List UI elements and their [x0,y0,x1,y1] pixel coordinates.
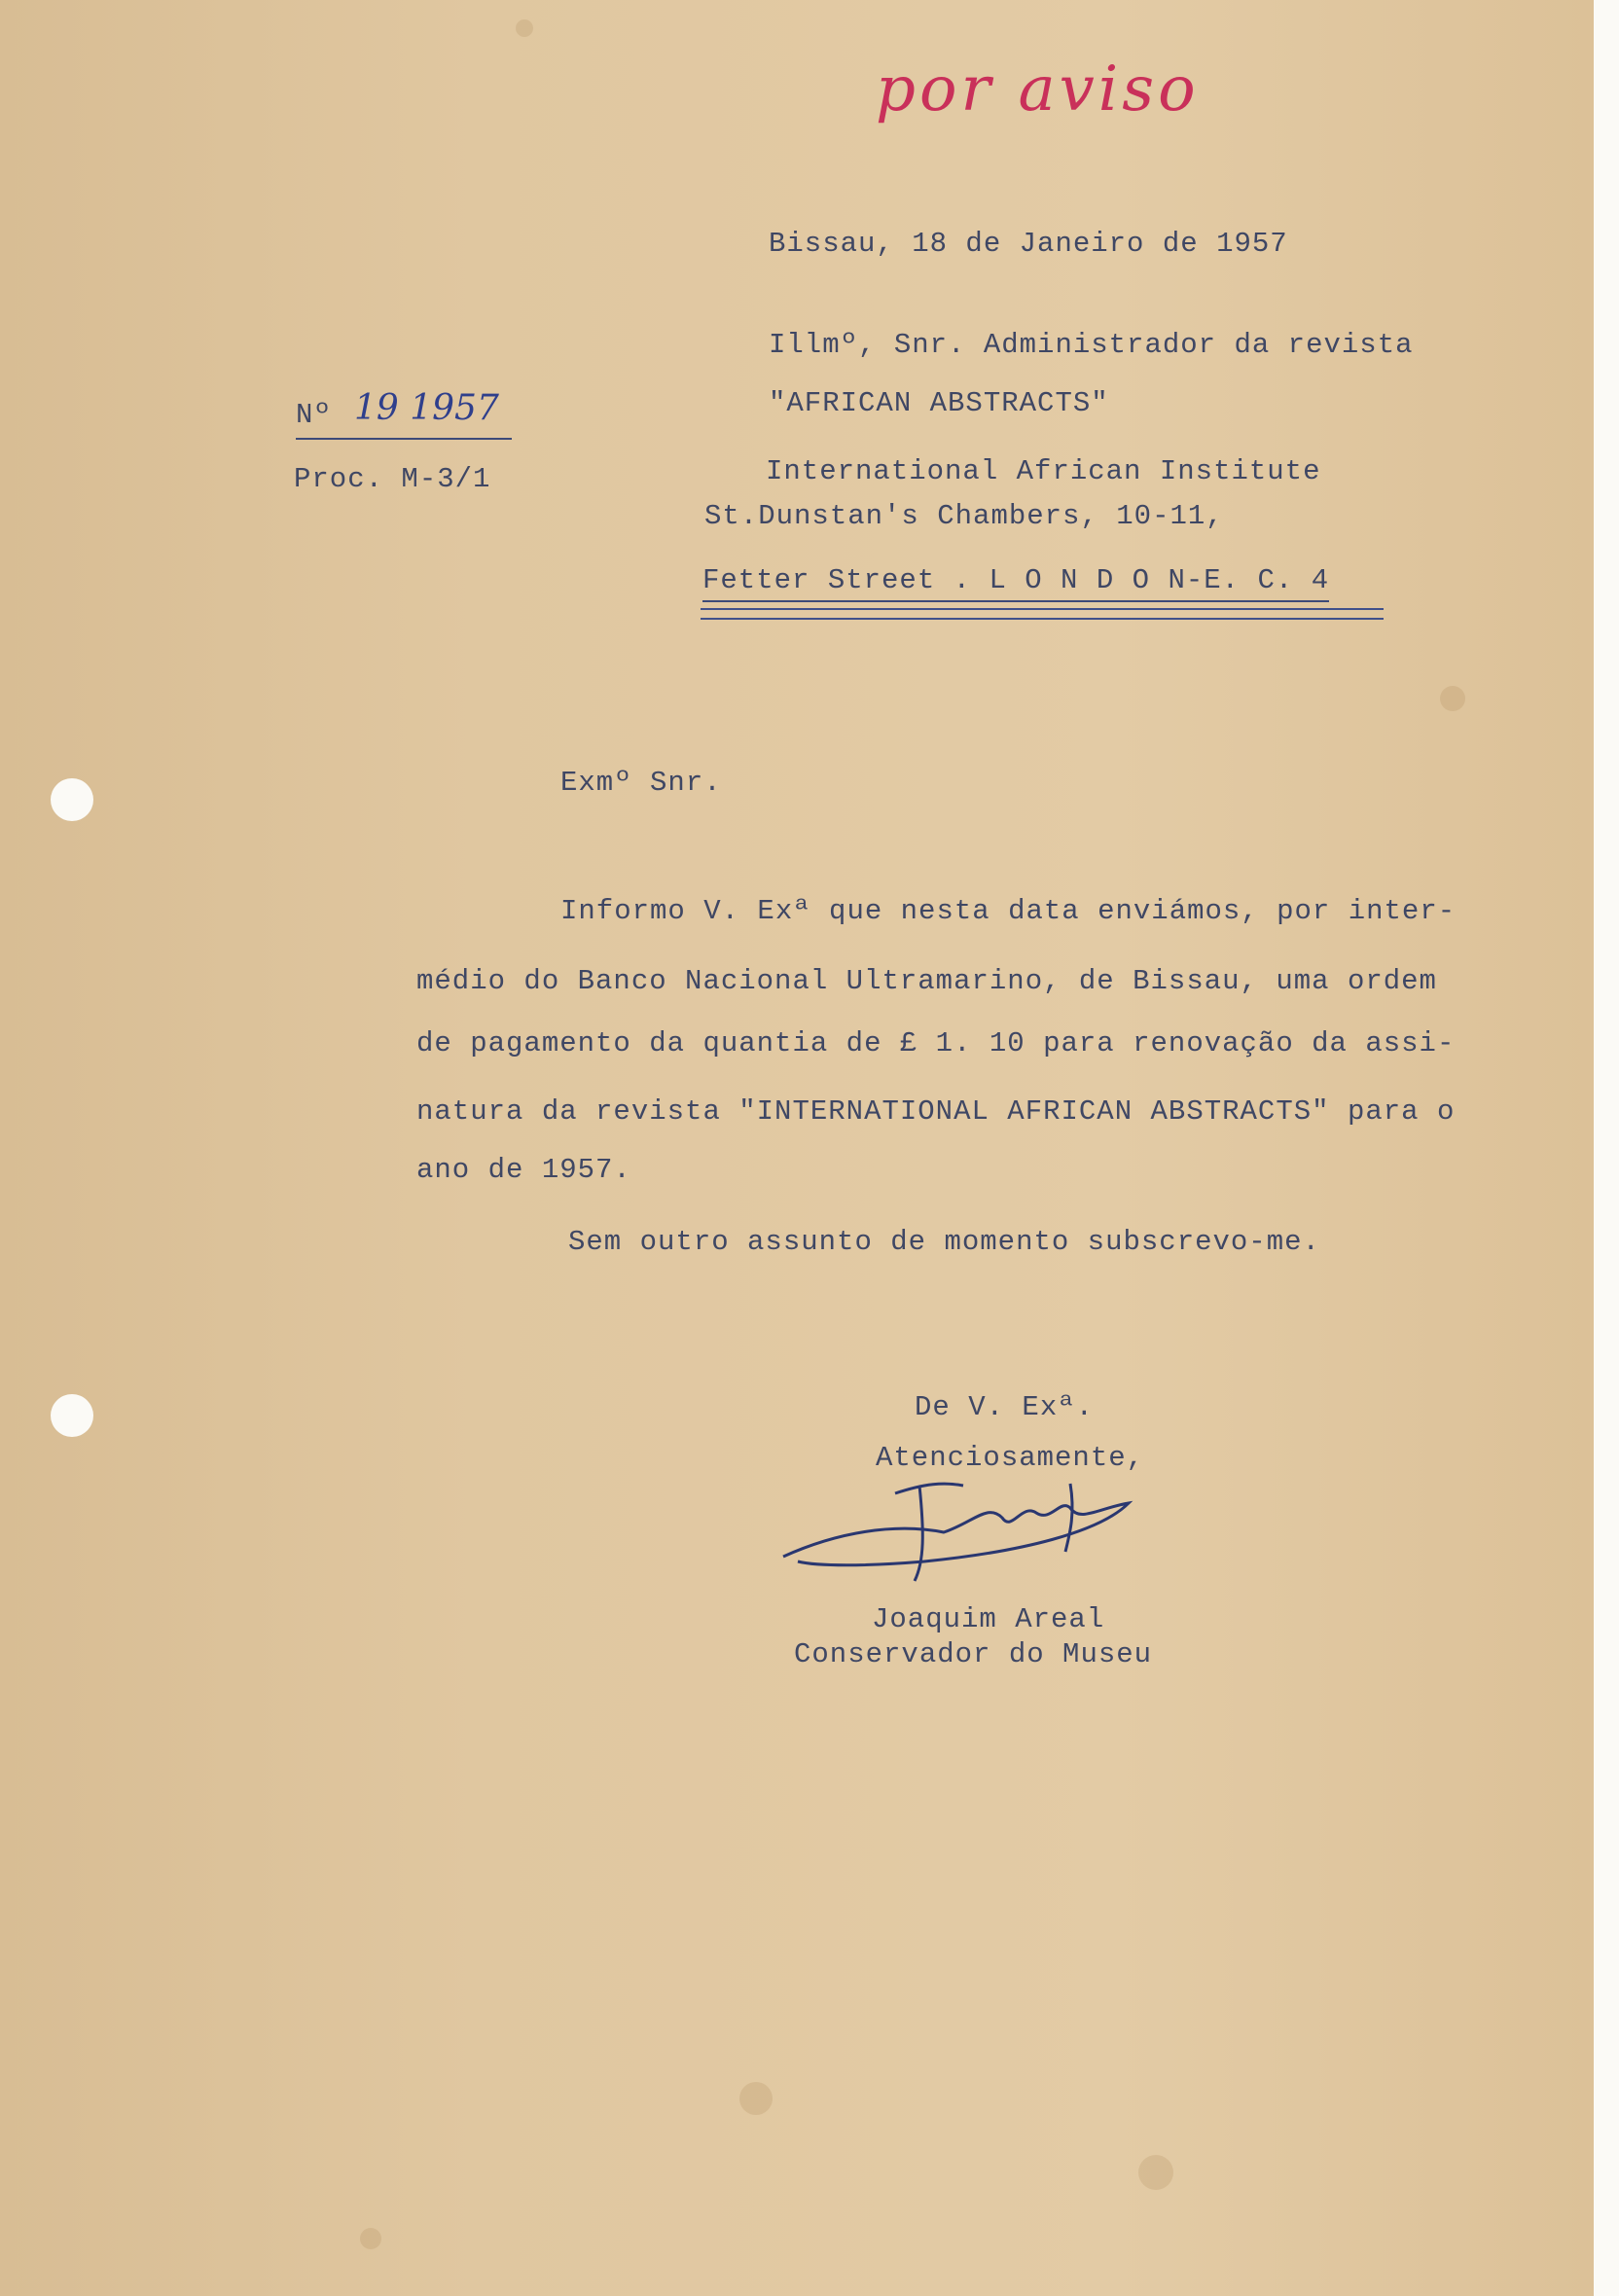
salutation: Exmº Snr. [560,767,722,799]
punch-hole [51,1394,93,1437]
process-reference: Proc. M-3/1 [294,463,491,495]
paper-stain [516,19,533,37]
paper-stain [360,2228,381,2249]
signatory-title: Conservador do Museu [794,1638,1153,1670]
date-line: Bissau, 18 de Janeiro de 1957 [769,228,1288,260]
paper-stain [1138,2155,1173,2190]
reference-number-value: 19 1957 [354,388,499,428]
closing-line-1: De V. Exª. [915,1391,1095,1423]
closing-sentence: Sem outro assunto de momento subscrevo-me. [568,1226,1320,1258]
paper-stain [739,2082,773,2115]
recipient-line-5: Fetter Street . L O N D O N-E. C. 4 [702,566,1329,602]
address-double-rule [701,608,1384,620]
handwritten-annotation: por aviso [876,54,1200,126]
paper-stain [1440,686,1465,711]
punch-hole [51,778,93,821]
body-line: médio do Banco Nacional Ultramarino, de Bissau, uma ordem [416,965,1437,997]
signatory-name: Joaquim Areal [872,1603,1105,1635]
body-line: natura da revista "INTERNATIONAL AFRICAN ABSTRACTS" para o [416,1095,1456,1128]
recipient-line-1: Illmº, Snr. Administrador da revista [769,329,1414,361]
reference-number-label: Nº [296,399,332,431]
signature [778,1464,1158,1600]
body-line: Informo V. Exª que nesta data enviámos, por inter- [560,895,1457,927]
body-line: ano de 1957. [416,1154,631,1186]
reference-number [296,388,512,440]
recipient-line-3: International African Institute [766,455,1321,487]
page-edge [1594,0,1619,2296]
recipient-line-4: St.Dunstan's Chambers, 10-11, [704,500,1224,532]
body-line: de pagamento da quantia de £ 1. 10 para renovação da assi- [416,1027,1456,1059]
recipient-line-2: "AFRICAN ABSTRACTS" [769,387,1109,419]
closing-line-2: Atenciosamente, [876,1442,1145,1474]
